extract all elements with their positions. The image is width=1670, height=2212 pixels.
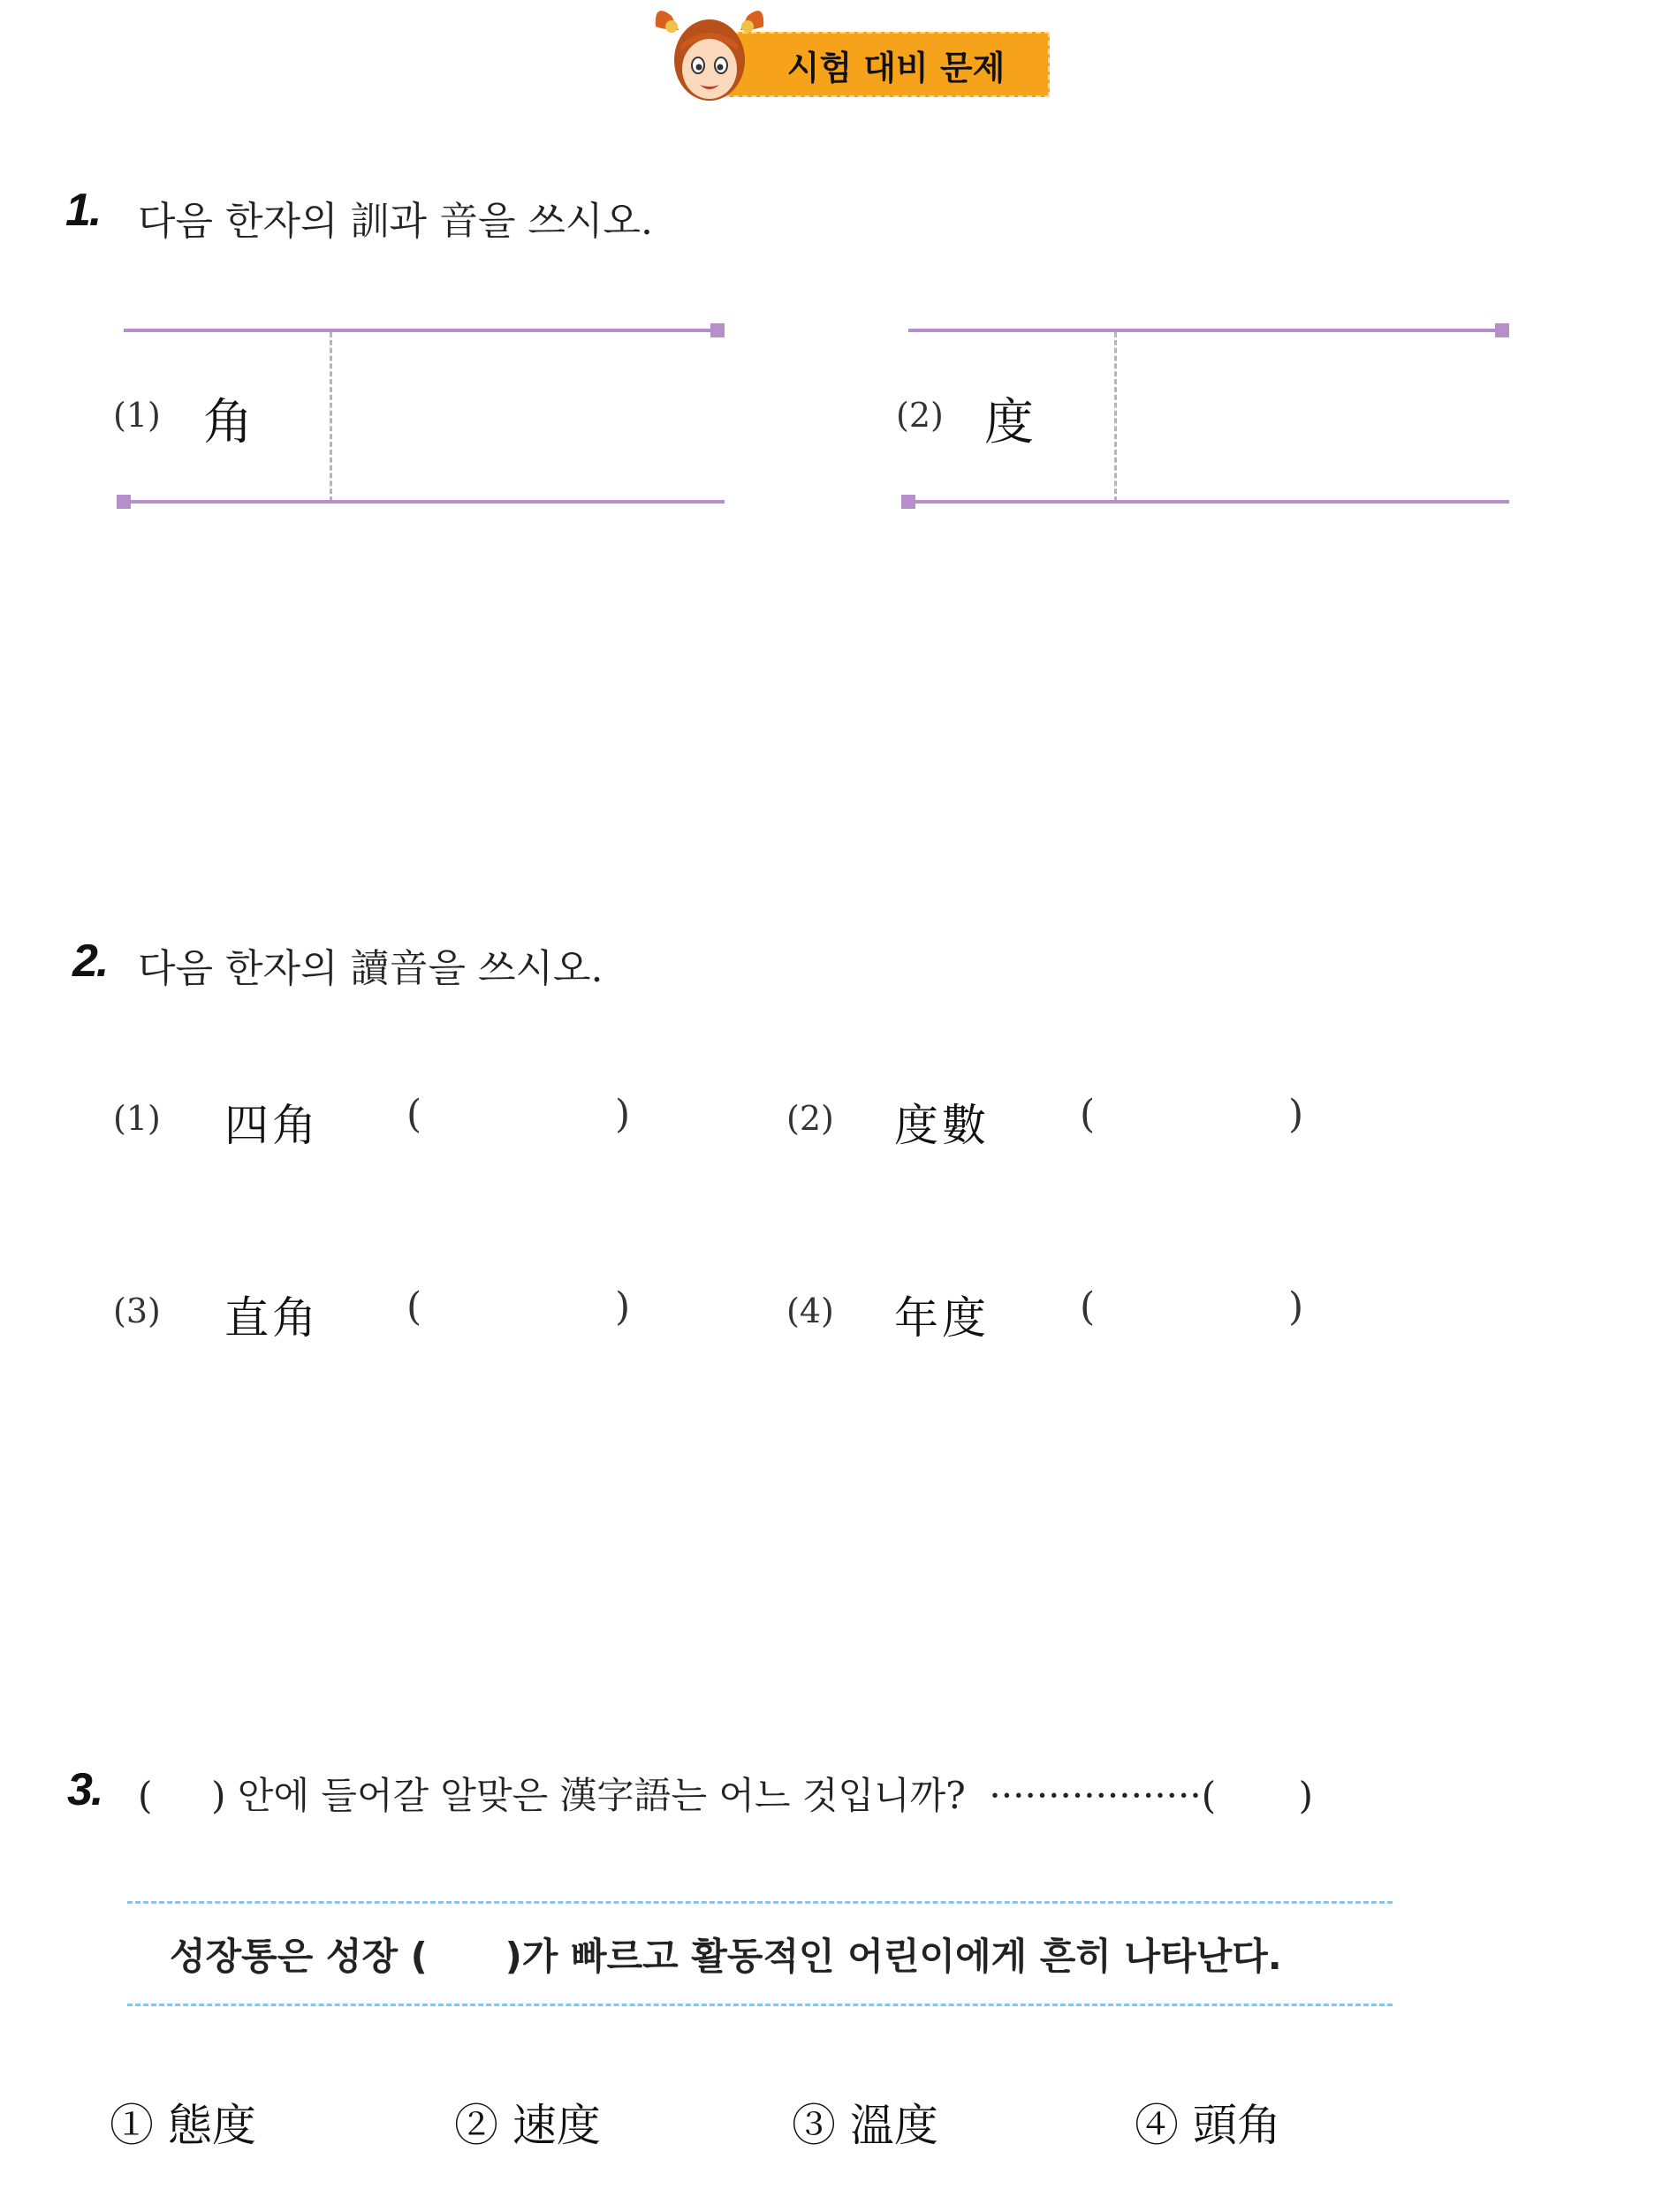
question-2-number: 2. xyxy=(72,936,108,987)
item-number: (1) xyxy=(113,1099,161,1138)
hanja-word: 四角 xyxy=(224,1100,320,1151)
badge-label: 시험 대비 문제 xyxy=(786,48,1006,87)
choice-4[interactable]: ④ 頭角 xyxy=(1135,2100,1281,2151)
question-3-number: 3. xyxy=(67,1764,102,1815)
question-1-number: 1. xyxy=(65,185,101,236)
item-number: (3) xyxy=(113,1292,161,1330)
example-sentence: 성장통은 성장 ( )가 빠르고 활동적인 어린이에게 흔히 나타난다. xyxy=(170,1935,1282,1978)
answer-open-paren: ( xyxy=(406,1284,422,1329)
line-end-marker xyxy=(117,495,131,509)
choice-1[interactable]: ① 態度 xyxy=(110,2100,256,2151)
answer-blank[interactable] xyxy=(433,1284,610,1332)
hanja-word: 年度 xyxy=(894,1292,990,1344)
answer-close-paren: ) xyxy=(1288,1092,1304,1137)
answer-blank[interactable] xyxy=(433,1092,610,1140)
box-divider xyxy=(1114,332,1117,502)
answer-blank[interactable] xyxy=(1106,1092,1283,1140)
choice-3[interactable]: ③ 溫度 xyxy=(792,2100,938,2151)
item-number: (4) xyxy=(786,1292,834,1330)
hanja-character: 度 xyxy=(984,394,1034,451)
sentence-box-bottom-border xyxy=(127,2004,1393,2006)
hanja-character: 角 xyxy=(203,394,253,451)
box-bottom-line xyxy=(908,500,1509,504)
question-3-prompt: ( ) 안에 들어갈 알맞은 漢字語는 어느 것입니까? ··················( ) xyxy=(138,1774,1313,1817)
answer-open-paren: ( xyxy=(1080,1284,1096,1329)
sentence-box-top-border xyxy=(127,1901,1393,1904)
box-top-line xyxy=(908,329,1502,332)
question-2-prompt: 다음 한자의 讀音을 쓰시오. xyxy=(138,946,603,991)
item-number: (2) xyxy=(896,396,944,435)
box-top-line xyxy=(124,329,717,332)
answer-close-paren: ) xyxy=(615,1284,631,1329)
answer-area[interactable] xyxy=(1120,334,1500,498)
girl-mascot-icon xyxy=(652,0,767,110)
answer-open-paren: ( xyxy=(1080,1092,1096,1137)
item-number: (2) xyxy=(786,1099,834,1138)
hanja-word: 直角 xyxy=(224,1292,320,1344)
line-end-marker xyxy=(901,495,915,509)
answer-close-paren: ) xyxy=(615,1092,631,1137)
question-1-prompt: 다음 한자의 訓과 音을 쓰시오. xyxy=(138,199,653,244)
answer-area[interactable] xyxy=(336,334,716,498)
hanja-word: 度數 xyxy=(894,1100,990,1151)
answer-blank[interactable] xyxy=(1106,1284,1283,1332)
choice-2[interactable]: ② 速度 xyxy=(454,2100,601,2151)
box-bottom-line xyxy=(124,500,725,504)
box-divider xyxy=(330,332,332,502)
answer-close-paren: ) xyxy=(1288,1284,1304,1329)
answer-open-paren: ( xyxy=(406,1092,422,1137)
item-number: (1) xyxy=(113,396,161,435)
